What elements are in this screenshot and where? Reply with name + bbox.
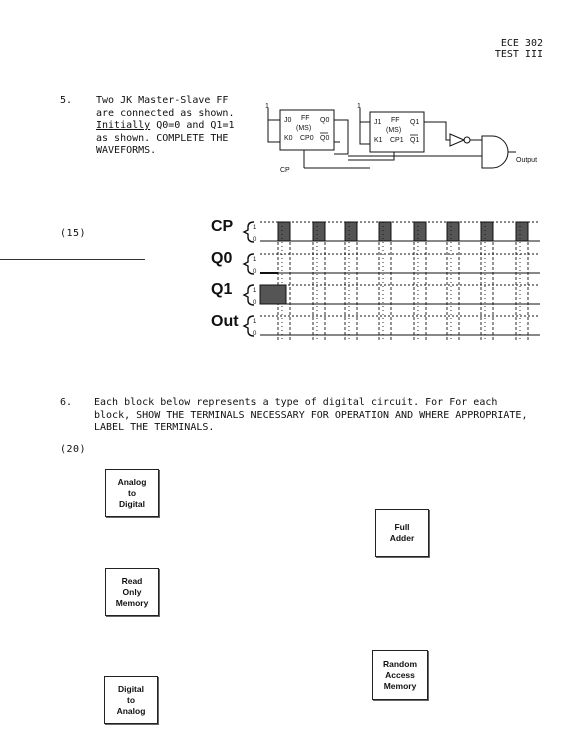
ff0-k-label: K0 bbox=[284, 135, 293, 142]
question-5-text-before: Two JK Master-Slave FF are connected as shown. bbox=[96, 95, 235, 119]
question-5-text bbox=[96, 95, 246, 158]
question-6-number: 6. bbox=[60, 397, 73, 408]
question-6-points: (20) bbox=[60, 444, 87, 455]
level-high-label: 1 bbox=[253, 225, 257, 231]
signal-label-out: Out bbox=[211, 313, 239, 330]
level-high-label: 1 bbox=[253, 288, 257, 294]
question-5-text-after: Q0=0 and Q1=1 as shown. COMPLETE THE WAVEFORMS. bbox=[96, 120, 235, 156]
block-full-adder: Full Adder bbox=[375, 509, 429, 557]
ff1-k-label: K1 bbox=[374, 137, 383, 144]
clock-pulse bbox=[379, 222, 391, 241]
clock-pulse bbox=[278, 222, 290, 241]
course-label: ECE 302 bbox=[500, 38, 543, 49]
input-high-2: 1 bbox=[357, 103, 361, 110]
signal-label-q0: Q0 bbox=[211, 250, 233, 267]
level-low-label: 0 bbox=[253, 237, 257, 243]
block-random-access-memory: Random Access Memory bbox=[372, 650, 428, 700]
ff1-j-label: J1 bbox=[374, 119, 382, 126]
ff1-q-label: Q1 bbox=[410, 119, 420, 126]
clock-pulse bbox=[313, 222, 325, 241]
question-5-points: (15) bbox=[60, 228, 87, 239]
ff1-ff-label: FF bbox=[391, 117, 400, 124]
and-gate bbox=[482, 136, 508, 168]
question-6-text: Each block below represents a type of digital circuit. For For each block, SHOW THE TERMINALS NECESSARY FOR OPERATION AND WHERE APPROPRIATE, LABEL THE TERMINALS. bbox=[94, 397, 528, 433]
ff0-cp-label: CP0 bbox=[300, 135, 314, 142]
ff1-cp-label: CP1 bbox=[390, 137, 404, 144]
ff1-qbar-label: Q1 bbox=[410, 137, 420, 144]
clock-pulse bbox=[481, 222, 493, 241]
signal-label-cp: CP bbox=[211, 218, 234, 235]
ff0-ms-label: (MS) bbox=[296, 125, 312, 132]
jk-flipflop-circuit bbox=[260, 100, 550, 180]
block-read-only-memory: Read Only Memory bbox=[105, 568, 159, 616]
level-low-label: 0 bbox=[253, 331, 257, 337]
ff0-j-label: J0 bbox=[284, 117, 292, 124]
clock-pulse bbox=[516, 222, 528, 241]
clock-pulse bbox=[447, 222, 459, 241]
block-analog-to-digital: Analog to Digital bbox=[105, 469, 159, 517]
level-high-label: 1 bbox=[253, 319, 257, 325]
margin-rule bbox=[0, 259, 145, 260]
input-high-1: 1 bbox=[265, 103, 269, 110]
clock-label: CP bbox=[280, 167, 290, 174]
waveform-grid bbox=[238, 210, 543, 346]
question-5-number: 5. bbox=[60, 95, 73, 106]
q1-initial bbox=[260, 285, 286, 304]
level-high-label: 1 bbox=[253, 257, 257, 263]
level-low-label: 0 bbox=[253, 300, 257, 306]
ff0-q-label: Q0 bbox=[320, 117, 330, 124]
test-label: TEST III bbox=[494, 49, 543, 60]
output-label: Output bbox=[516, 157, 538, 164]
signal-label-q1: Q1 bbox=[211, 281, 233, 298]
block-digital-to-analog: Digital to Analog bbox=[104, 676, 158, 724]
level-low-label: 0 bbox=[253, 269, 257, 275]
ff0-ff-label: FF bbox=[301, 115, 310, 122]
ff0-qbar-label: Q0 bbox=[320, 135, 330, 142]
clock-pulse bbox=[414, 222, 426, 241]
ff1-ms-label: (MS) bbox=[386, 127, 402, 134]
question-5-underlined: Initially bbox=[96, 120, 151, 131]
clock-pulse bbox=[345, 222, 357, 241]
